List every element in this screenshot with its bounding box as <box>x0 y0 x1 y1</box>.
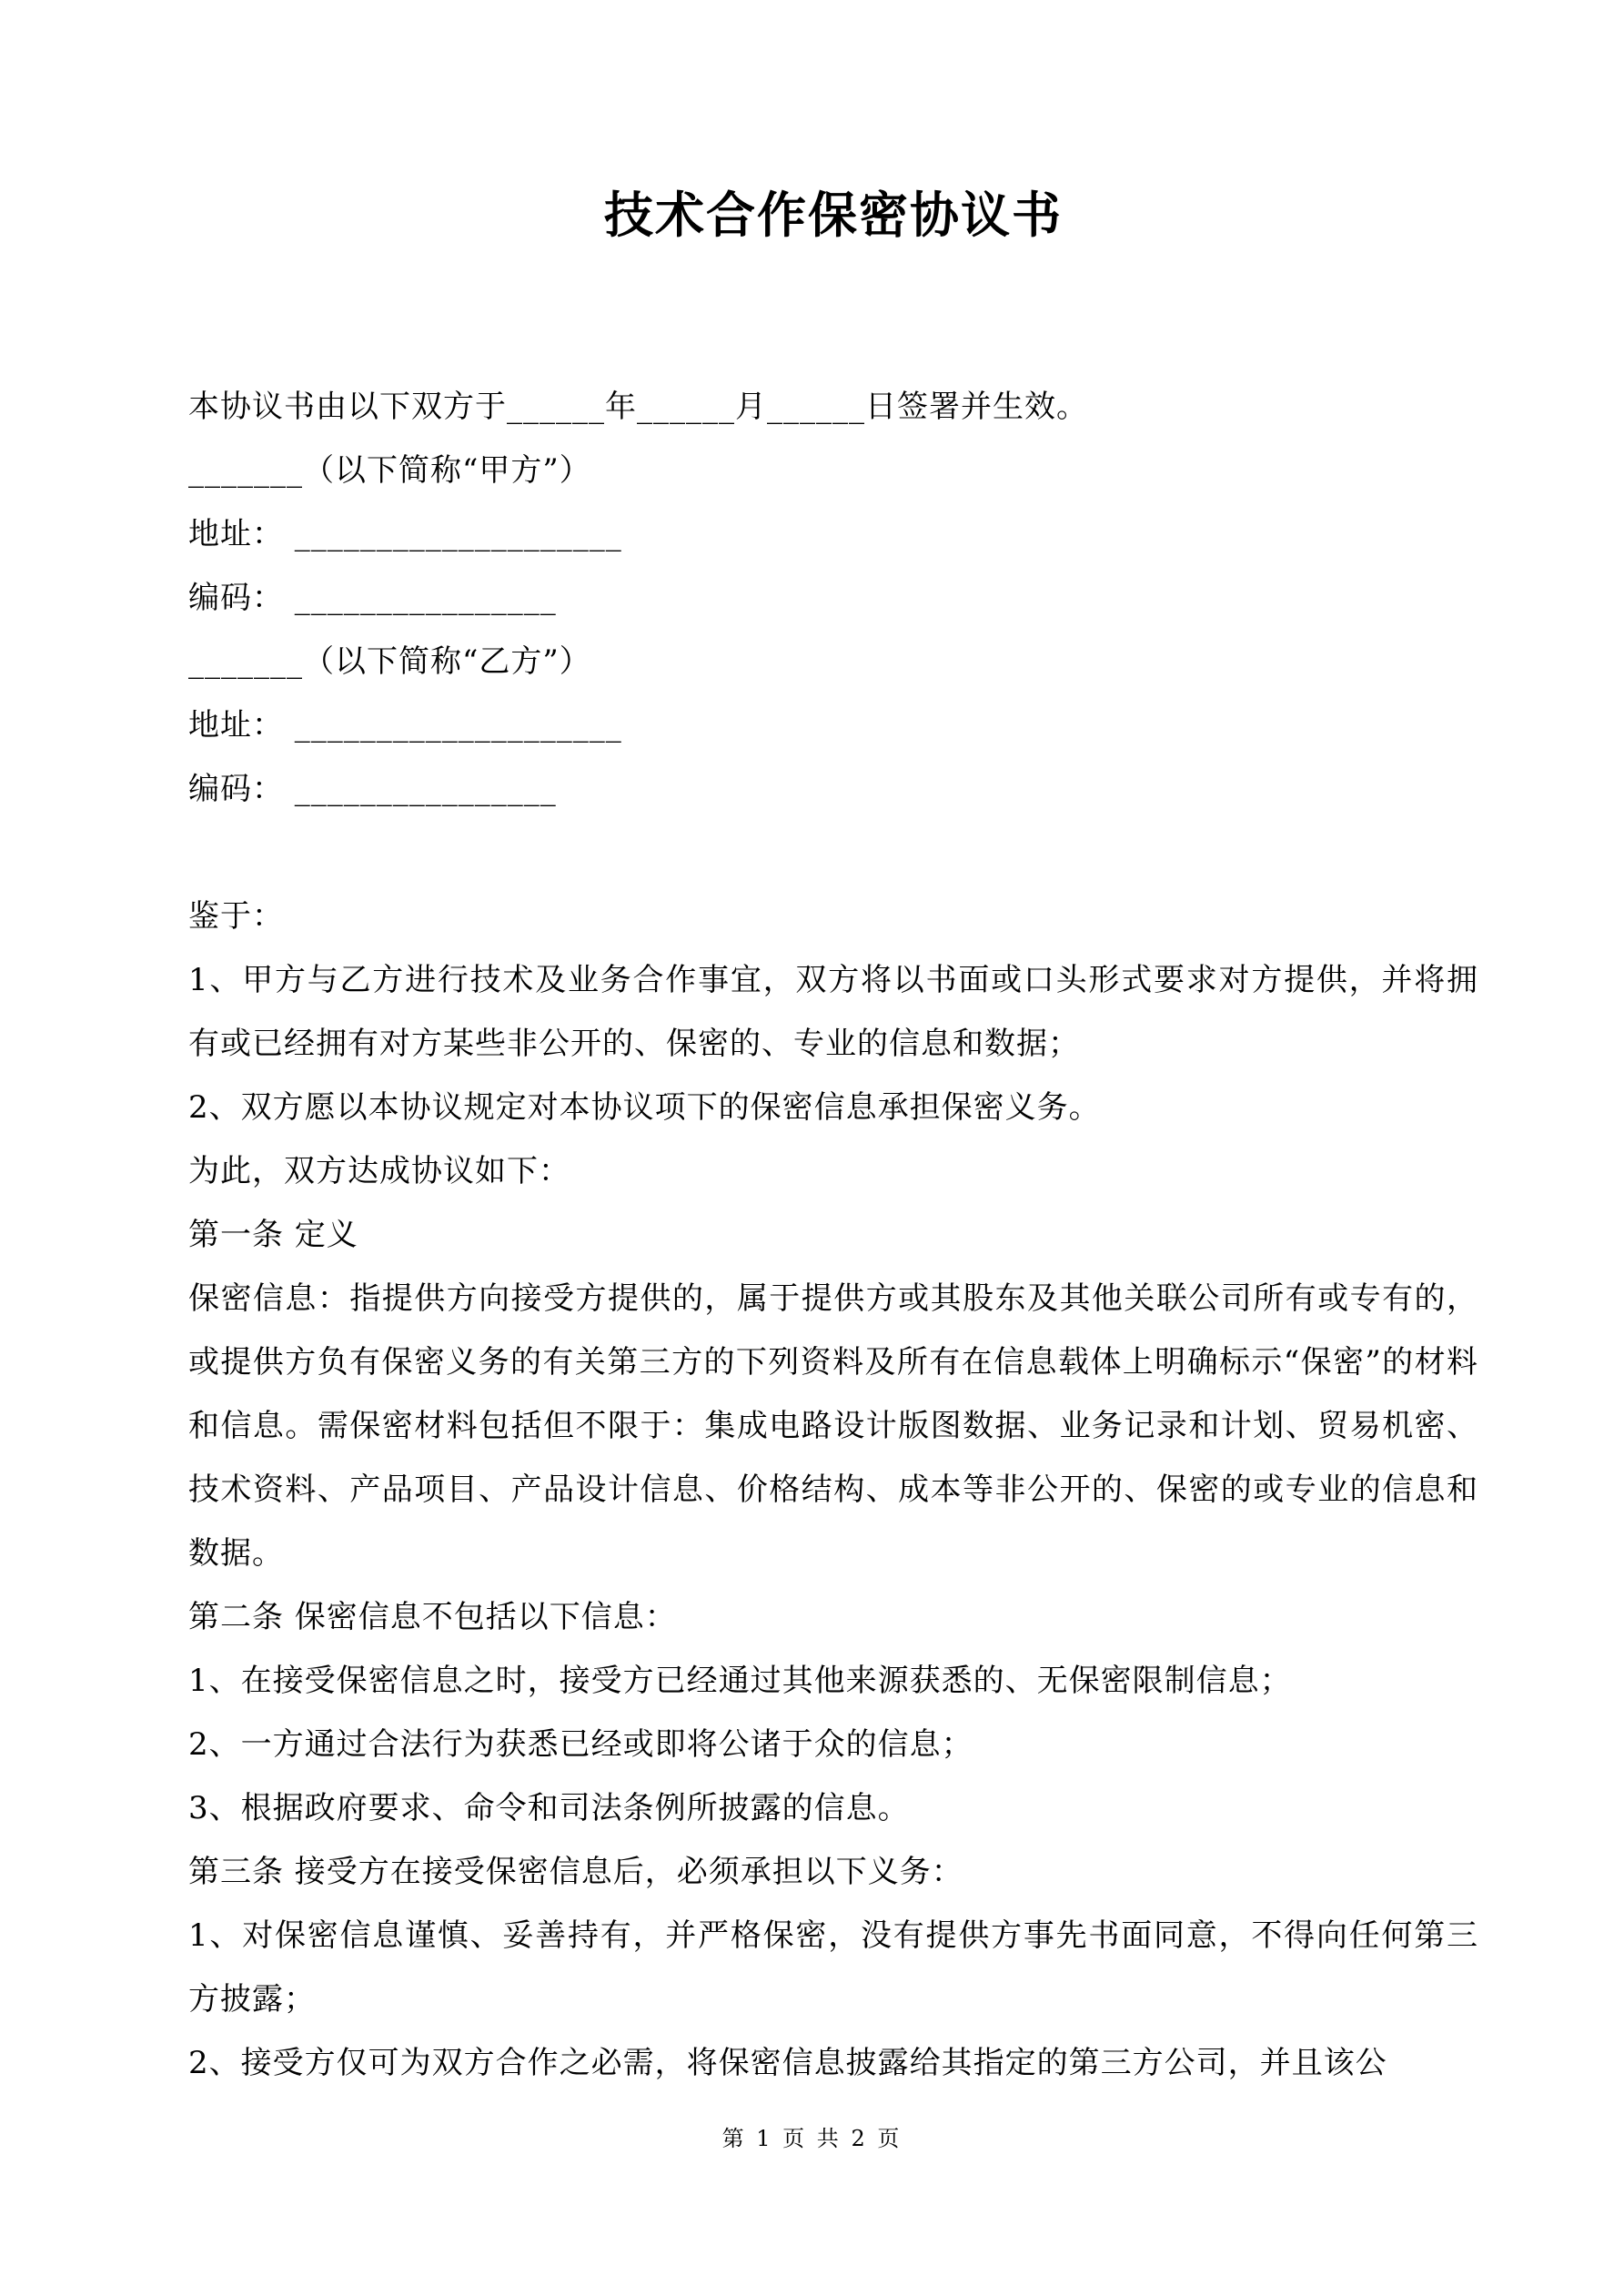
party-b-name-line: _______（以下简称“乙方”） <box>188 643 591 680</box>
party-b-address-line: 地址： ____________________ <box>188 707 622 743</box>
article-1-heading: 第一条 定义 <box>188 1217 358 1253</box>
whereas-item-2: 2、双方愿以本协议规定对本协议项下的保密信息承担保密义务。 <box>188 1089 1101 1126</box>
article-2-item-2: 2、一方通过合法行为获悉已经或即将公诸于众的信息； <box>188 1726 973 1763</box>
party-a-name-line: _______（以下简称“甲方”） <box>188 452 591 489</box>
article-2-heading: 第二条 保密信息不包括以下信息： <box>188 1599 677 1635</box>
party-a-address-line: 地址： ____________________ <box>188 516 622 552</box>
article-3-item-1: 1、对保密信息谨慎、妥善持有，并严格保密，没有提供方事先书面同意，不得向任何第三方披露； <box>188 1917 1478 2018</box>
page-number-footer: 第 1 页 共 2 页 <box>721 2126 903 2151</box>
whereas-heading: 鉴于： <box>188 898 284 935</box>
document-title: 技术合作保密协议书 <box>604 186 1063 244</box>
date-line: 本协议书由以下双方于______年______月______日签署并生效。 <box>188 389 1088 425</box>
party-a-postcode-line: 编码： ________________ <box>188 580 557 616</box>
party-b-postcode-line: 编码： ________________ <box>188 771 557 807</box>
article-3-item-2: 2、接受方仅可为双方合作之必需，将保密信息披露给其指定的第三方公司，并且该公 <box>188 2045 1387 2081</box>
agreement-lead-in: 为此，双方达成协议如下： <box>188 1153 570 1189</box>
article-2-item-3: 3、根据政府要求、命令和司法条例所披露的信息。 <box>188 1790 910 1826</box>
article-3-heading: 第三条 接受方在接受保密信息后，必须承担以下义务： <box>188 1854 963 1890</box>
article-2-item-1: 1、在接受保密信息之时，接受方已经通过其他来源获悉的、无保密限制信息； <box>188 1663 1292 1699</box>
whereas-item-1: 1、甲方与乙方进行技术及业务合作事宜，双方将以书面或口头形式要求对方提供，并将拥有或已经拥有对方某些非公开的、保密的、专业的信息和数据； <box>188 962 1478 1062</box>
article-1-body: 保密信息：指提供方向接受方提供的，属于提供方或其股东及其他关联公司所有或专有的，或提供方负有保密义务的有关第三方的下列资料及所有在信息载体上明确标示“保密”的材料和信息。需保密材料包括但不限于：集成电路设计版图数据、业务记录和计划、贸易机密、技术资料、产品项目、产品设计信息、价格结构、成本等非公开的、保密的或专业的信息和数据。 <box>188 1280 1478 1572</box>
